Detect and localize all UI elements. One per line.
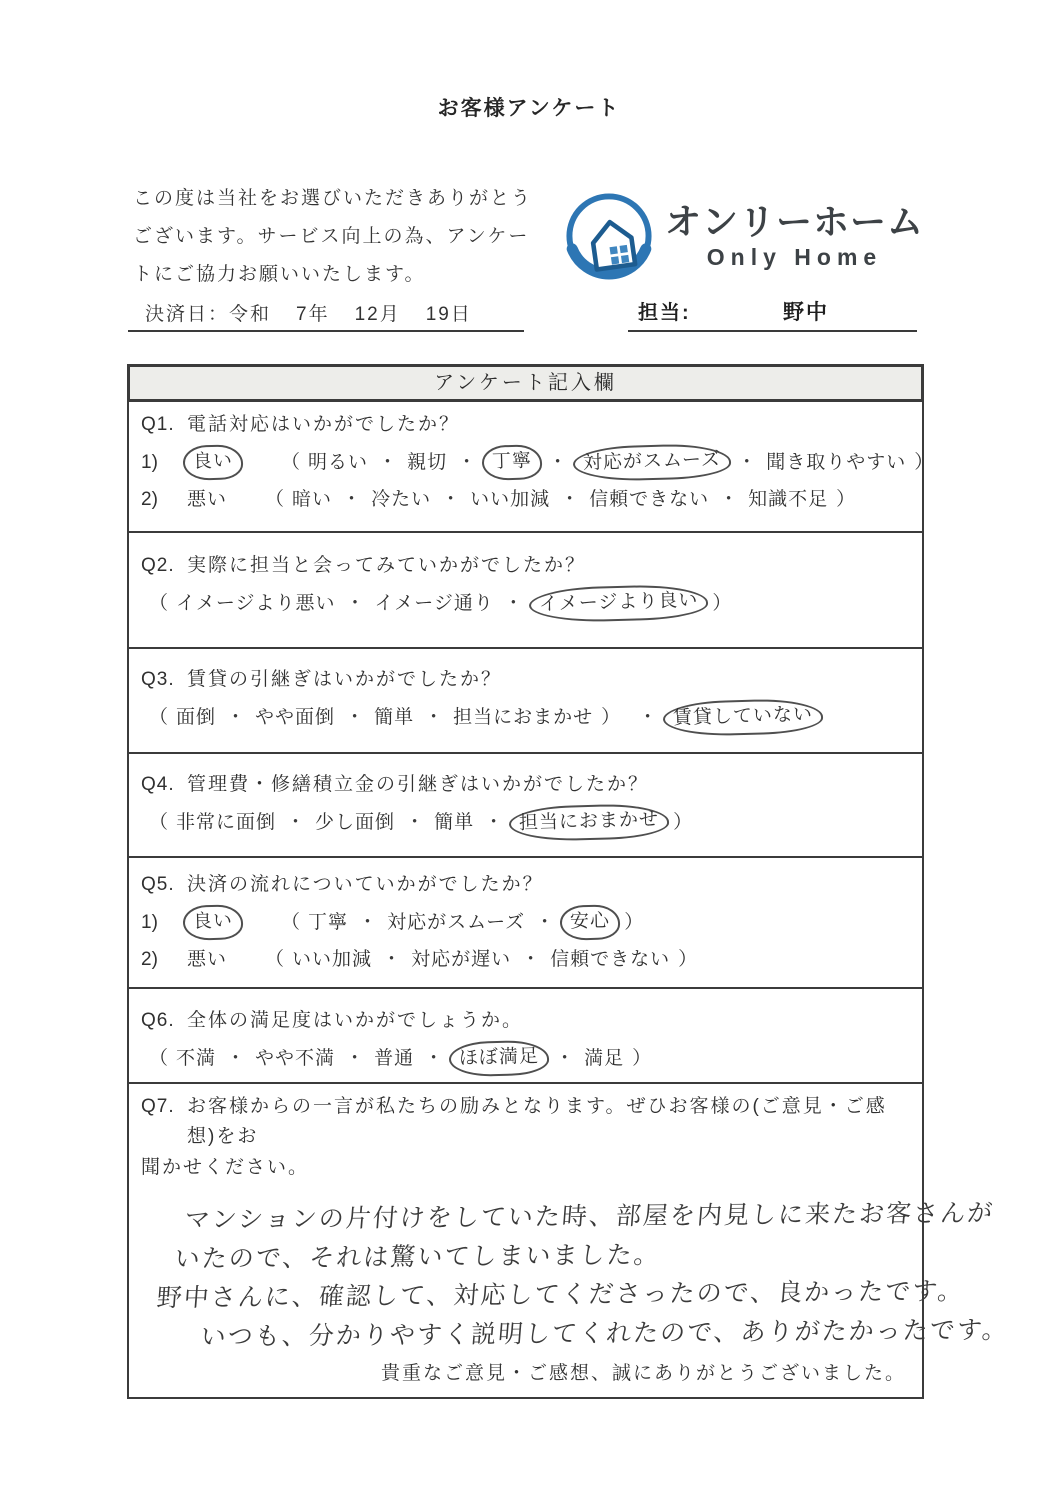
options-row [141,485,912,515]
answer-option: 悪い [187,489,228,510]
answer-option: イメージ通り [374,592,494,614]
close-paren: ） [632,1047,652,1069]
question-text: 賃貸の引継ぎはいかがでしたか？ [187,669,503,690]
question-block-q5 [129,858,922,989]
answer-option: 不満 [176,1047,217,1069]
option-separator: ・ [503,592,523,614]
staff-underline [628,330,917,332]
handwritten-comment: 野中さんに、確認して、対応してくださったので、良かったです。 [155,1277,966,1313]
answer-option: 冷たい [371,489,432,510]
open-paren: （ [149,1047,169,1069]
option-separator: ・ [441,489,461,510]
intro-line: トにご協力お願いいたします。 [133,264,426,285]
open-paren: （ [281,911,301,933]
answer-option: 信頼できない [550,949,671,970]
answer-option: 非常に面倒 [176,811,277,833]
question-block-q3 [129,649,922,754]
open-paren: （ [149,592,169,614]
answer-option: いい加減 [470,489,551,510]
open-paren: （ [149,811,169,833]
page-title: お客様アンケート [437,97,621,120]
question-text-continued: 聞かせください。 [141,1157,310,1178]
selected-option: 対応がスムーズ [573,443,732,482]
option-separator: ・ [378,451,398,473]
question-number: Q1. [141,414,175,435]
settlement-label: 決済日：令和 [145,304,272,325]
footer-thanks: 貴重なご意見・ご感想、誠にありがとうございました。 [380,1363,906,1384]
option-separator: ・ [424,1047,444,1069]
option-separator: ・ [342,489,362,510]
answer-option: 悪い [187,949,228,970]
option-separator: ・ [345,1047,365,1069]
answer-option: 知識不足 [748,489,829,510]
option-separator: ・ [555,1047,575,1069]
settlement-year: 7年 [296,304,330,325]
question-number: Q3. [141,669,175,690]
open-paren: （ [265,949,285,970]
option-separator: ・ [345,592,365,614]
open-paren: （ [281,451,301,473]
answer-option: 少し面倒 [315,811,396,833]
open-paren: （ [265,489,285,510]
answer-option: 暗い [292,489,333,510]
question-text: 決済の流れについていかがでしたか？ [187,874,544,895]
answer-option: いい加減 [292,949,373,970]
selected-option: 担当におまかせ [509,803,670,842]
option-separator: ・ [535,911,555,933]
staff-label: 担当: [638,302,691,324]
option-separator: ・ [737,451,757,473]
answer-option: 対応が遅い [411,949,512,970]
answer-option: 親切 [407,451,448,473]
option-separator: ・ [382,949,402,970]
options-row [141,702,912,733]
intro-line: ございます。サービス向上の為、アンケー [133,226,530,247]
answer-option: 普通 [374,1047,415,1069]
options-row [141,588,912,619]
question-text: 実際に担当と会ってみていかがでしたか？ [187,555,587,576]
question-block-q7 [129,1084,1010,1399]
settlement-month: 12月 [354,304,401,325]
brand-name-en: Only Home [706,243,883,270]
answer-row-number: 1) [141,911,158,933]
option-separator: ・ [226,706,246,728]
answer-option: 面倒 [176,706,217,728]
brand-logo [563,190,924,282]
close-paren: ） [601,706,621,728]
option-separator: ・ [358,911,378,933]
answer-option: 簡単 [434,811,475,833]
option-separator: ・ [286,811,306,833]
settlement-date [145,299,472,326]
option-separator: ・ [560,489,580,510]
question-text: 管理費・修繕積立金の引継ぎはいかがでしたか？ [187,774,650,795]
brand-text [665,202,924,271]
close-paren: ） [678,949,698,970]
question-text: お客様からの一言が私たちの励みとなります。ぜひお客様の(ご意見・ご感想)をお [187,1096,887,1147]
answer-option: 担当におまかせ [453,706,594,728]
option-separator: ・ [484,811,504,833]
answer-row-number: 2) [141,949,158,970]
brand-name-jp: オンリーホーム [665,200,925,242]
staff-name: 野中 [783,301,829,324]
selected-option: 安心 [560,904,621,941]
option-separator: ・ [548,451,568,473]
answer-row-number: 2) [141,489,158,510]
selected-option: 賃貸していない [663,698,824,737]
answer-option: 丁寧 [308,911,349,933]
survey-header: アンケート記入欄 [129,366,922,402]
answer-option: 明るい [308,451,369,473]
answer-option: やや不満 [255,1047,336,1069]
answer-option: 信頼できない [589,489,710,510]
settlement-underline [128,330,524,332]
options-row [141,807,912,838]
close-paren: ） [624,911,644,933]
answer-option: 満足 [584,1047,625,1069]
handwritten-comment: いたので、それは驚いてしまいました。 [173,1240,662,1274]
handwritten-comment: マンションの片付けをしていた時、部屋を内見しに来たお客さんが [183,1199,996,1235]
question-text: 電話対応はいかがでしたか？ [187,414,461,435]
answer-row-number: 1) [141,451,158,473]
question-number: Q6. [141,1010,175,1031]
question-text: 全体の満足度はいかがでしょうか。 [187,1010,524,1031]
selected-option: 丁寧 [482,444,543,481]
survey-table [127,364,1010,1399]
handwritten-comment: いつも、分かりやすく説明してくれたので、ありがたかったです。 [199,1316,1010,1352]
option-separator: ・ [719,489,739,510]
options-row [141,945,912,975]
question-number: Q7. [141,1096,175,1117]
option-separator: ・ [457,451,477,473]
selected-option: イメージより良い [528,584,708,624]
answer-option: 簡単 [374,706,415,728]
option-separator: ・ [226,1047,246,1069]
selected-option: 良い [183,444,244,481]
question-block-q6 [129,989,922,1084]
intro-text [133,180,543,294]
answer-option: イメージより悪い [176,592,336,614]
close-paren: ） [836,489,856,510]
question-number: Q2. [141,555,175,576]
options-row [141,447,934,478]
options-row [141,907,912,938]
question-number: Q5. [141,874,175,895]
option-separator: ・ [424,706,444,728]
answer-option: 対応がスムーズ [387,911,526,933]
question-block-q1 [129,402,934,533]
answer-option: 聞き取りやすい [766,451,907,473]
close-paren: ） [712,592,732,614]
options-row [141,1043,912,1074]
open-paren: （ [149,706,169,728]
settlement-day: 19日 [425,304,472,325]
option-separator: ・ [521,949,541,970]
intro-line: この度は当社をお選びいただきありがとう [133,188,533,209]
close-paren: ） [914,451,934,473]
question-block-q2 [129,533,922,649]
option-separator: ・ [638,706,658,728]
house-logo-icon [563,190,655,282]
question-block-q4 [129,754,922,858]
close-paren: ） [673,811,693,833]
answer-option: やや面倒 [255,706,336,728]
selected-option: ほぼ満足 [449,1040,550,1078]
option-separator: ・ [405,811,425,833]
selected-option: 良い [183,904,244,941]
question-number: Q4. [141,774,175,795]
option-separator: ・ [345,706,365,728]
